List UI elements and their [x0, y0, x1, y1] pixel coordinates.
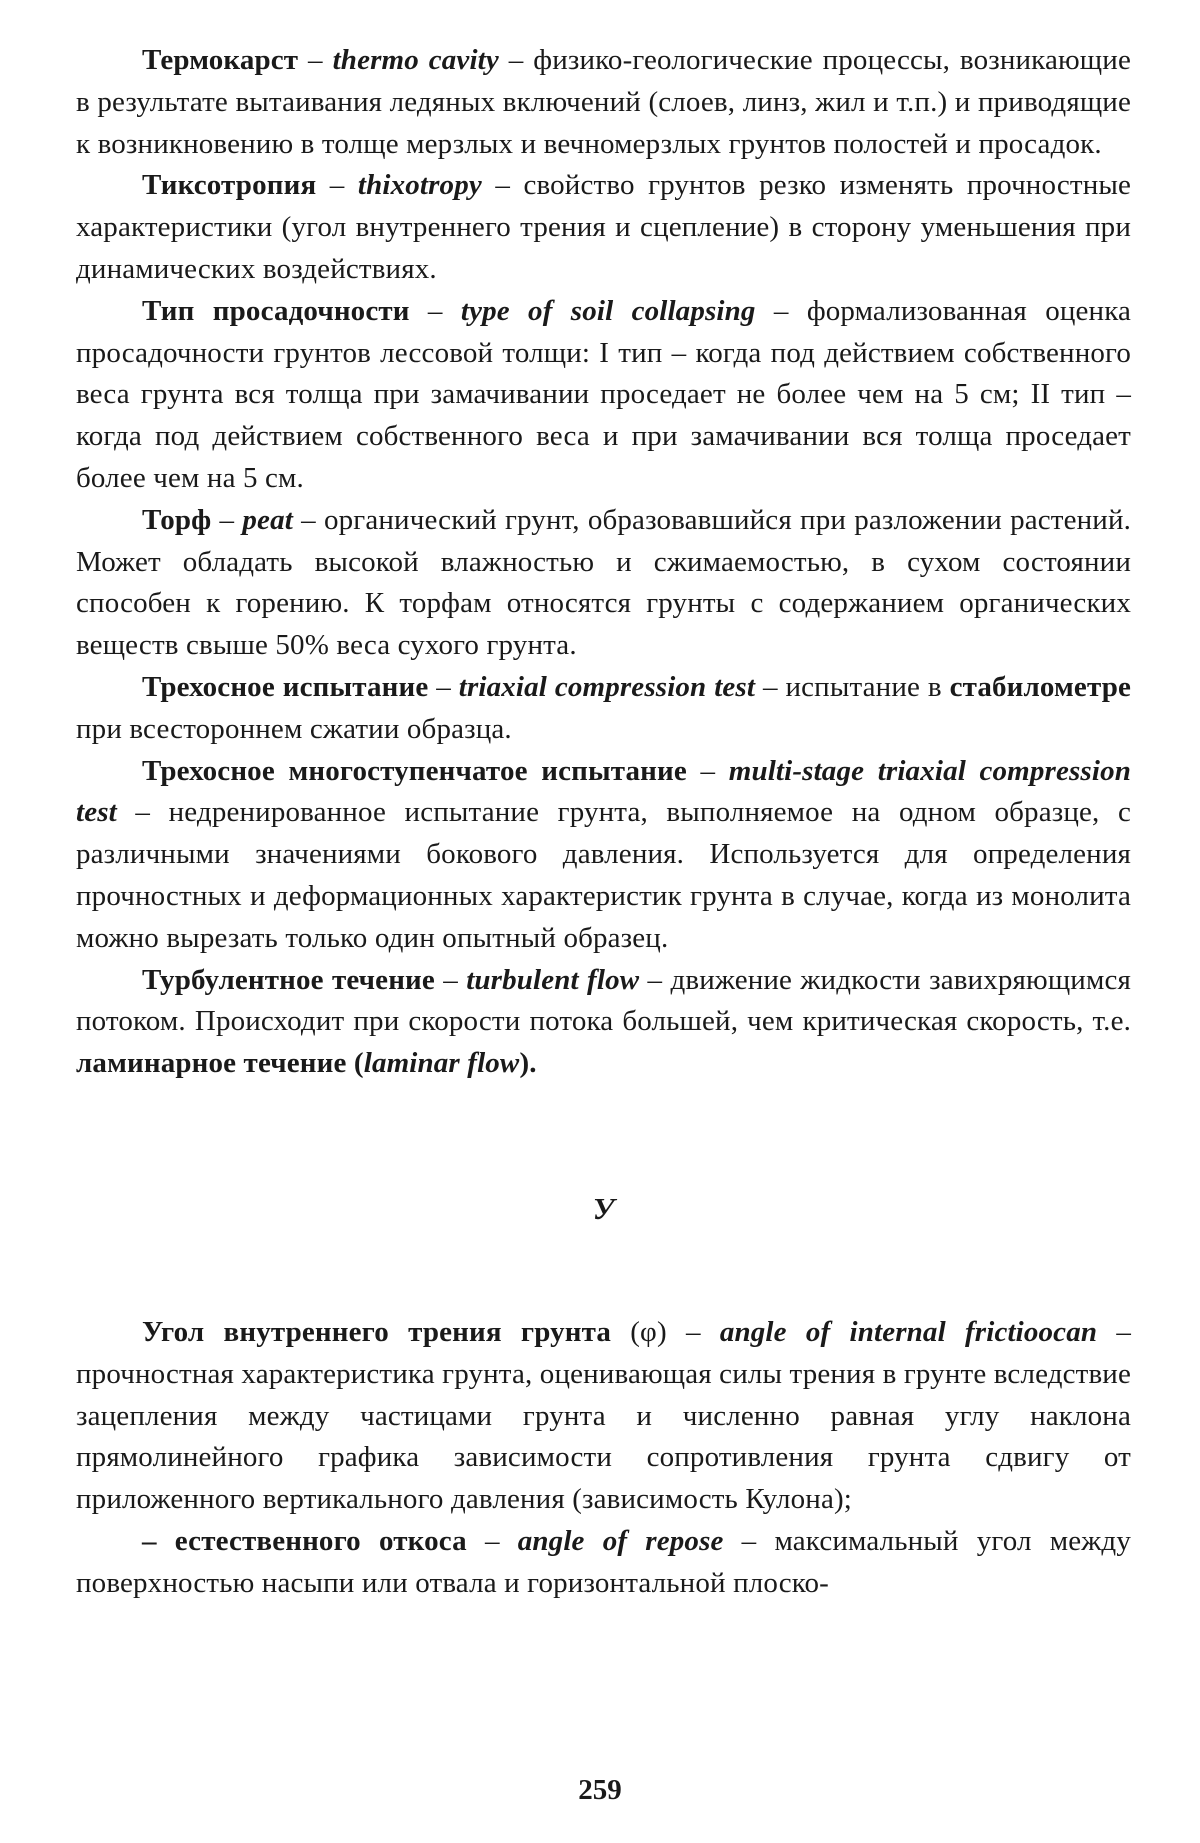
- entry-definition: прочностная характеристика грунта, оценивающая силы трения в грунте вследствие зацепления между частицами грунта и численно равная углу наклона прямолинейного графика зависимости сопротивления грунта сдвигу от приложенного вертикального давления (зависимость Кулона);: [76, 1357, 1131, 1516]
- paren-open: (: [346, 1047, 364, 1080]
- entry-term: Термокарст: [142, 44, 299, 76]
- entry-definition: максимальный угол между поверхностью насыпи или отвала и горизонтальной плоско-: [76, 1524, 1131, 1599]
- entry-definition: испытание в: [785, 670, 950, 703]
- dash: –: [755, 294, 807, 327]
- section-letter-heading: У: [592, 1190, 615, 1226]
- dash: –: [298, 44, 333, 76]
- entry-term: Тиксотропия: [142, 169, 317, 202]
- dash: –: [466, 1524, 518, 1557]
- entry-turbulent-flow: [76, 960, 1131, 1085]
- entry-thermokarst: [76, 40, 1131, 165]
- entry-symbol: (φ): [611, 1315, 667, 1348]
- entry-peat: [76, 500, 1131, 667]
- dash: –: [755, 670, 786, 703]
- entry-collapsing-type: [76, 291, 1131, 500]
- entry-triaxial-test: [76, 667, 1131, 751]
- entry-definition: формализованная оценка просадочности грунтов лессовой толщи: I тип – когда под действием собственного веса грунта вся толща при замачивании проседает не более чем на 5 см; II тип – когда под действием собственного веса и при замачивании вся толща проседает более чем на 5 см.: [76, 294, 1132, 494]
- entry-english: angle of repose: [517, 1524, 724, 1557]
- entry-definition: недренированное испытание грунта, выполняемое на одном образце, с различными значениями бокового давления. Используется для определения прочностных и деформационных характеристик грунта в случае, когда из монолита можно вырезать только один опытный образец.: [76, 796, 1131, 954]
- entry-definition: физико-геологические процессы, возникающие в результате вытаивания ледяных включений (слоев, линз, жил и т.п.) и приводящие к возникновению в толще мерзлых и вечномерзлых грунтов полостей и просадок.: [76, 44, 1131, 160]
- dash: –: [316, 169, 358, 202]
- entry-english: thixotropy: [357, 169, 482, 202]
- dash: –: [428, 670, 459, 703]
- entry-english: angle of internal frictioocan: [719, 1315, 1098, 1348]
- entry-term: Турбулентное течение: [142, 963, 435, 996]
- dash: –: [639, 963, 671, 996]
- cross-reference-english: laminar flow: [363, 1047, 520, 1080]
- dash: –: [666, 1315, 720, 1348]
- entry-internal-friction-angle: [76, 1312, 1131, 1521]
- entry-thixotropy: [76, 165, 1131, 290]
- entry-english: peat: [242, 503, 293, 536]
- dash: –: [434, 963, 467, 996]
- entry-term: Торф: [142, 503, 212, 536]
- dash: –: [292, 503, 324, 536]
- cross-reference: стабилометре: [949, 670, 1131, 703]
- entry-english: turbulent flow: [466, 963, 640, 996]
- paren-close: ).: [519, 1047, 537, 1080]
- entry-term: Тип просадочности: [142, 294, 410, 327]
- entry-definition-tail: при всестороннем сжатии образца.: [76, 712, 512, 745]
- dash: –: [686, 754, 729, 787]
- entry-term: Трехосное испытание: [142, 670, 429, 703]
- entry-definition: свойство грунтов резко изменять прочностные характеристики (угол внутреннего трения и сцепление) в сторону уменьшения при динамических воздействиях.: [76, 169, 1132, 285]
- cross-reference: ламинарное течение: [76, 1047, 347, 1080]
- entry-english: type of soil collapsing: [460, 294, 756, 327]
- dash: –: [481, 169, 524, 202]
- entry-english: triaxial compression test: [458, 670, 756, 703]
- entry-definition: движение жидкости завихряющимся потоком. Происходит при скорости потока большей, чем критическая скорость, т.е.: [76, 963, 1131, 1038]
- entry-term: Угол внутреннего трения грунта: [142, 1315, 612, 1348]
- entry-definition: органический грунт, образовавшийся при разложении растений. Может обладать высокой влажностью и сжимаемостью, в сухом состоянии способен к горению. К торфам относятся грунты с содержанием органических веществ свыше 50% веса сухого грунта.: [76, 503, 1132, 662]
- dash: –: [1097, 1315, 1131, 1348]
- dictionary-page: [76, 40, 1131, 1605]
- entry-term: Трехосное многоступенчатое испытание: [142, 754, 687, 787]
- entry-angle-of-repose: [76, 1521, 1131, 1605]
- dash: –: [116, 796, 169, 829]
- entry-term: – естественного откоса: [142, 1524, 467, 1557]
- dash: –: [723, 1524, 775, 1557]
- page-number: 259: [578, 1774, 622, 1806]
- dash: –: [409, 294, 461, 327]
- dash: –: [498, 44, 534, 76]
- entry-english: multi-stage triaxial compression test: [76, 754, 1132, 829]
- dash: –: [211, 503, 243, 536]
- entry-multistage-triaxial-test: [76, 751, 1131, 960]
- entry-english: thermo cavity: [332, 44, 499, 76]
